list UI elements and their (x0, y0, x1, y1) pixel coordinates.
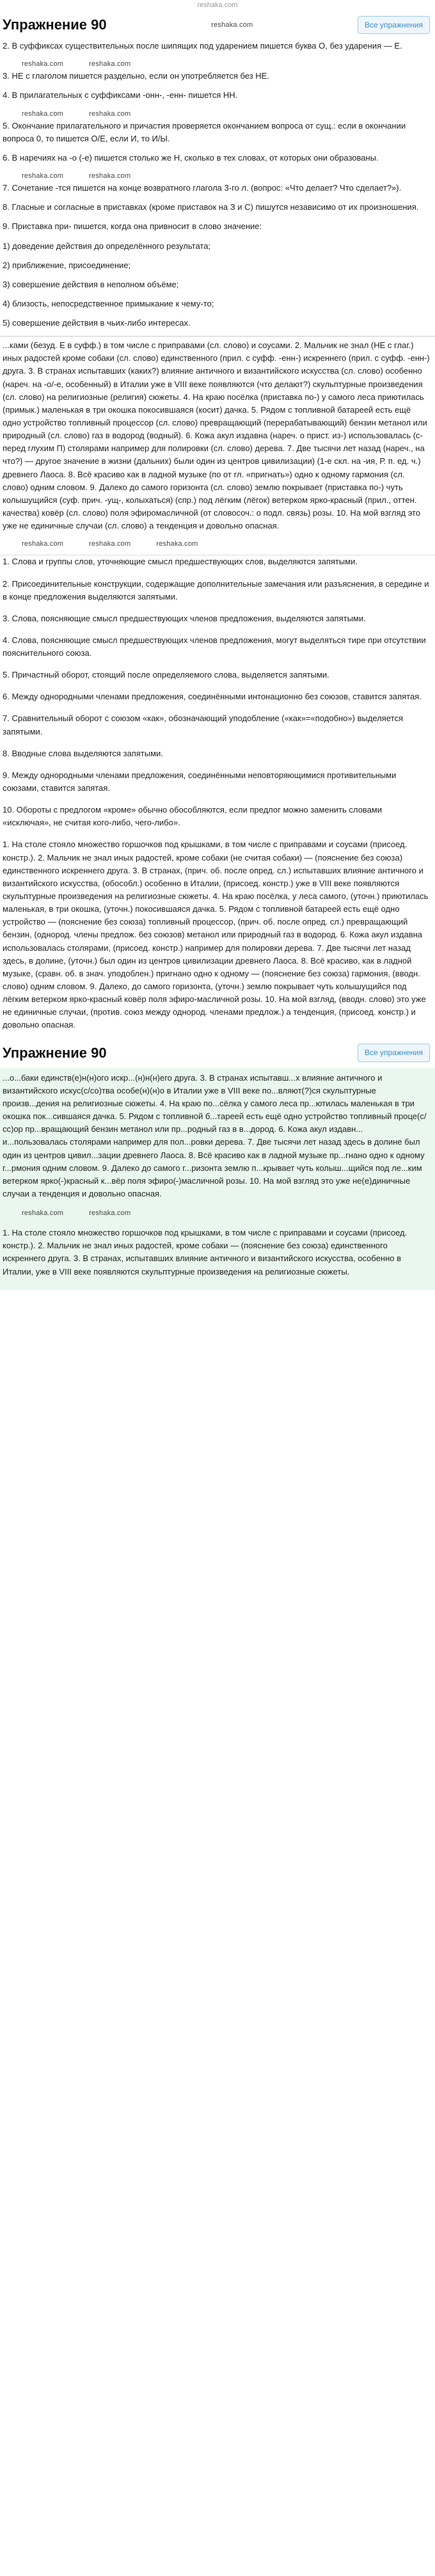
rule-item: 9. Приставка при- пишется, когда она привносит в слово значение: (3, 221, 262, 232)
rule-item: 8. Вводные слова выделяются запятыми. (3, 748, 163, 758)
gap-text: ...о...баки единств(е)н(н)ого искр...(н)н(н)его друга. 3. В странах испытавш...х влияние античного и византийского искус(с/со)тва особе(н)(н)о в Италии уже в VIII веке по...вляют(?)ся скульптурные произв...дения на религиозные сюжеты. 4. На краю по...сёлка у самого леса пр...ютилась маленькая в три окошка пок...сившаяся дачка. 5. Рядом с топливной б...тареей есть ещё одно устройство топливный проце(с/сс)ор пр...вращающий бензин метанол или пр...родный газ в в...дород. 6. Кожа акул издавн... и...пользовалась столярами например для пол...ровки дерева. 7. Две тысячи лет назад здесь в долине был один из центров цивил...зации древнего Лаоса. 8. Всё красиво как в ладной музыке пр...гнано одно к одному г...рмония одним словом. 9. Далеко до самого г...ризонта землю п...крывает чуть колыш...щийся под ле...ким ветерком ярко(-)красный к...вёр поля эфиро(-)масличной розы. 10. На мой взгляд это уже не(е)диничные случаи а тенденция и довольно опасная. (3, 1072, 427, 1198)
final-text-section (0, 1223, 435, 1290)
rule-item: 5. Окончание прилагательного и причастия проверяется окончанием вопроса от сущ.: если в окончании вопроса 0, то пишется О/Е, если И, то И/Ы. (3, 120, 406, 143)
rule-item: 10. Обороты с предлогом «кроме» обычно обособляются, если предлог можно заменить словами «исключая», не считая кого-либо, чего-либо». (3, 805, 382, 828)
watermark: reshaka.com (22, 1209, 64, 1218)
exercise-title-2: Упражнение 90 (3, 1044, 107, 1061)
watermark: reshaka.com (156, 540, 198, 548)
rule-item: 7. Сочетание -тся пишется на конце возвратного глагола 3-го л. (вопрос: «Что делает? Что сделает?»). (3, 183, 402, 193)
watermark: reshaka.com (89, 109, 131, 118)
watermark: reshaka.com (22, 109, 64, 118)
watermark: reshaka.com (22, 540, 64, 548)
exercise-header-2 (0, 1040, 435, 1068)
all-exercises-button[interactable]: Все упражнения (358, 16, 430, 35)
rule-item: 8. Гласные и согласные в приставках (кроме приставок на З и С) пишутся независимо от их произношения. (3, 202, 419, 212)
rule-item: 6. В наречиях на -о (-е) пишется столько же Н, сколько в тех словах, от которых они образованы. (3, 152, 379, 163)
watermark: reshaka.com (89, 540, 131, 548)
gap-text-section (0, 1068, 435, 1223)
rule-item: 4. В прилагательных с суффиксами -онн-, -енн- пишется НН. (3, 90, 238, 100)
rule-item: 3. НЕ с глаголом пишется раздельно, если он употребляется без НЕ. (3, 71, 269, 81)
exercise-title: Упражнение 90 (3, 17, 107, 33)
rule-item: 4) близость, непосредственное примыкание к чему-то; (3, 298, 214, 308)
rule-item: 2. Присоединительные конструкции, содержащие дополнительные замечания или разъяснения, в середине и в конце предложения выделяются запятыми. (3, 578, 429, 601)
final-text: 1. На столе стояло множество горшочков под крышками, в том числе с приправами и соусами (присоед. констр.). 2. Мальчик не знал иных радостей, кроме собаки — (пояснение без союза) единственного искреннего друга. 3. В странах, испытавших влияние античного и византийского искусства, особенно в Италии, уже в VIII веке появляются скульптурные произведения на религиозные сюжеты. (3, 1228, 407, 1276)
rule-item: 7. Сравнительный оборот с союзом «как», обозначающий уподобление («как»=«подобно») выделяется запятыми. (3, 713, 403, 736)
watermark: reshaka.com (22, 60, 64, 68)
watermark: reshaka.com (211, 20, 253, 29)
all-exercises-button-2[interactable]: Все упражнения (358, 1044, 430, 1062)
rule-item: 3. Слова, поясняющие смысл предшествующих членов предложения, выделяются запятыми. (3, 613, 366, 623)
watermark: reshaka.com (22, 172, 64, 180)
parsed-text: ...ками (безуд. Е в суфф.) в том числе с приправами (сл. слово) и соусами. 2. Мальчик не знал (НЕ с глаг.) иных радостей кроме собаки (сл. слово) единственного (прил. с суфф. -енн-) искреннего (прил. с суфф. -енн-) друга. 3. В странах испытавших (каких?) влияние античного и византийского искусства (сл. слово) особенно (нареч. на -о/-е, особенный) в Италии уже в VIII веке появляются (что делают?) скульптурные произведения (сл. слово) на религиозные (религия) сюжеты. 4. На краю посёлка (приставка по-) у самого леса приютилась (примык.) маленькая в три окошка покосившаяся (косит) дачка. 5. Рядом с топливной батареей есть ещё одно устройство топливный процессор (сл. слово) превращающий (перерабатывающий) бензин метанол или природный (сл. слово) газ в водород (водный). 6. Кожа акул издавна (нареч. о прист. из-) использовалась (с- перед глухим П) столярами например для полировки (сл. слово) дерева. 7. Две тысячи лет назад (нареч., на что?) — другое значение в жизни (дальних) были один из центров цивилизации) (1-е скл. на -ия, Р. п. ед. ч.) древнего Лаоса. 8. Всё красиво как в ладной музыке (по от гл. «пригнать») одно к одному гармония (сл. слово) одним словом. 9. Далеко до самого горизонта (сл. слово) землю покрывает (приставка по-) чуть колышущийся (суф. прич. -ущ-, колыхаться) (спр.) под лёгким (лёгок) ветерком ярко-красный (прил., оттен. качества) ковёр (сл. слово) поля эфиромасличной (от словосоч.: о подл. связь) розы. 10. На мой взгляд это уже не единичные случаи (сл. слово) а тенденция и довольно опасная. (3, 340, 430, 531)
rule-item: 1. Слова и группы слов, уточняющие смысл предшествующих слов, выделяются запятыми. (3, 557, 358, 567)
site-domain: reshaka.com (197, 1, 238, 9)
rule-item: 9. Между однородными членами предложения, соединёнными неповторяющимися противительными союзами, ставится запятая. (3, 770, 397, 793)
exercise-header (0, 12, 435, 40)
rule-item: 5. Причастный оборот, стоящий после определяемого слова, выделяется запятыми. (3, 670, 329, 680)
parsed-text-section (0, 336, 435, 550)
rule-item: 2) приближение, присоединение; (3, 260, 131, 270)
rule-item: 5) совершение действия в чьих-либо интересах. (3, 318, 191, 328)
rule-item: 4. Слова, поясняющие смысл предшествующих членов предложения, могут выделяться тире при отсутствии пояснительного союза. (3, 635, 426, 658)
rules-list-2 (0, 555, 435, 829)
rule-item: 1) доведение действия до определённого результата; (3, 241, 211, 251)
punctuation-section (0, 838, 435, 1031)
watermark: reshaka.com (89, 60, 131, 68)
watermark: reshaka.com (89, 172, 131, 180)
rule-item: 2. В суффиксах существительных после шипящих под ударением пишется буква О, без ударения — Е. (3, 41, 402, 51)
rule-item: 6. Между однородными членами предложения, соединёнными интонационно без союзов, ставится запятая. (3, 692, 422, 702)
parsed-punctuation-text: 1. На столе стояло множество горшочков под крышками, в том числе с приправами и соусами (присоед. констр.). 2. Мальчик не знал иных радостей, кроме собаки (не считая собаки) — (пояснение без союза) единственного искреннего друга. 3. В странах, (прич. об. после опред. сл.) испытавших влияние античного и византийского искусства, (обособл.) особенно в Италии, (присоед. констр.) уже в VIII веке появляются скульптурные произведения на религиозные сюжеты. 4. На краю посёлка, у леса самого, (уточн.) приютилась маленькая, в три окошка, (уточн.) покосившаяся дачка. 5. Рядом с топливной батареей есть ещё одно устройство — (пояснение без союза) топливный процессор, (прич. об. после опред. сл.) превращающий бензин, (однород. члены предлож. без союзов) метанол или природный газ в водород. 6. Кожа акул издавна использовалась столярами, (присоед. констр.) например для полировки дерева. 7. Две тысячи лет назад здесь, в долине, (уточн.) был один из центров цивилизации древнего Лаоса. 8. Всё красиво, как в ладной музыке, (сравн. об. в знач. уподоблен.) пригнано одно к одному — (пояснение без союза) гармония, (вводн. слово) одним словом. 9. Далеко, до самого горизонта, (уточн.) землю покрывает чуть колышущийся под лёгким ветерком ярко-красный ковёр поля эфиро-масличной розы. 10. На мой взгляд, (вводн. слово) это уже не единичные случаи, (против. союз между однород. членами предлож.) а тенденция, (присоед. констр.) и довольно опасная. (3, 839, 429, 1030)
rules-list-1 (0, 40, 435, 330)
rule-item: 3) совершение действия в неполном объёме; (3, 279, 179, 289)
watermark: reshaka.com (89, 1209, 131, 1218)
